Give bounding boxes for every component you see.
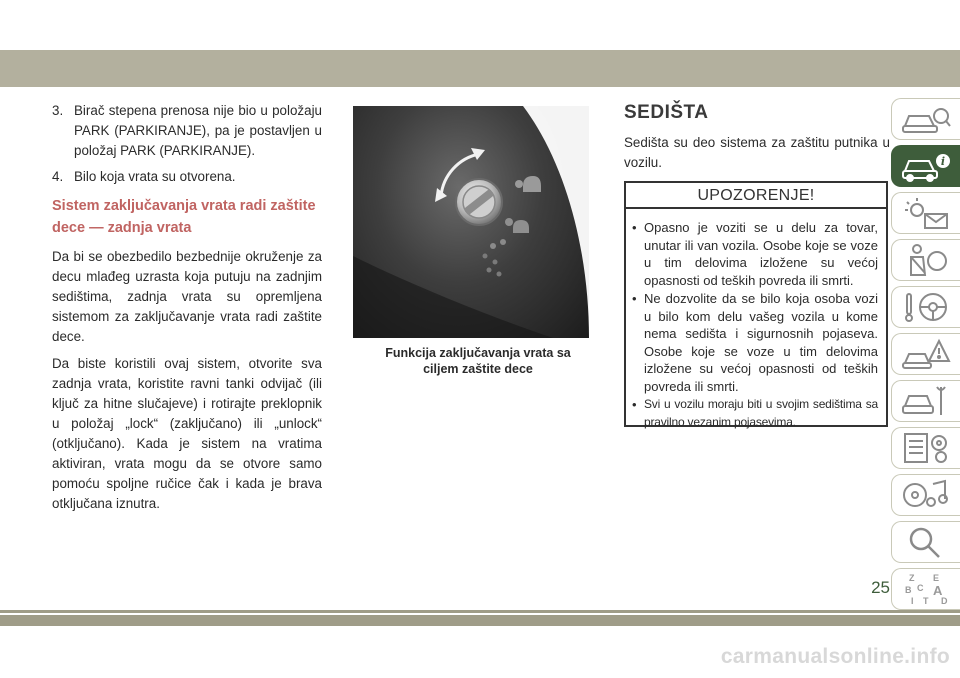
section-title: SEDIŠTA [624, 102, 709, 123]
right-column [624, 101, 890, 173]
tab-search[interactable] [891, 521, 960, 563]
list-item-number: 4. [52, 169, 64, 184]
car-info-icon [901, 149, 951, 183]
paragraph: Da biste koristili ovaj sistem, otvorite sva zadnja vrata, koristite ravni tanki odvijač (ili ključ za hitne slučajeve) i rotirajte preklopnik u položaj „lock“ (zaključano) ili „unlock“ (otključano). Kada je sistem na vratima aktiviran, vrata mogu da se otvore samo pomoću spoljne ručice čak i kada je brava otključana iznutra. [52, 356, 322, 511]
svg-text:D: D [941, 596, 948, 606]
roadside-hazard-icon [901, 337, 951, 371]
svg-text:T: T [923, 596, 929, 606]
tab-car-inspection[interactable] [891, 98, 960, 140]
top-header-band [0, 50, 960, 87]
svg-text:C: C [917, 583, 924, 593]
watermark: carmanualsonline.info [720, 645, 950, 668]
warning-item-text: Opasno je voziti se u delu za tovar, unutar ili van vozila. Osobe koje se voze u tim delovima izložene su većoj opasnosti od teških povreda ili smrti. [644, 220, 878, 288]
warning-item [632, 219, 878, 289]
child-lock-photo [353, 106, 589, 338]
caption-line: ciljem zaštite dece [423, 362, 533, 376]
tab-safety[interactable] [891, 239, 960, 281]
bullet: • [632, 397, 637, 412]
airbag-seatbelt-icon [901, 243, 951, 277]
svg-text:i: i [940, 155, 946, 168]
multimedia-icon [901, 478, 951, 512]
warning-heading: UPOZORENJE! [626, 183, 886, 209]
car-maintenance-icon [901, 384, 951, 418]
section-heading: Sistem zaključavanja vrata radi zaštite dece — zadnja vrata [52, 198, 316, 236]
list-item-number: 3. [52, 103, 64, 118]
svg-text:E: E [933, 573, 940, 583]
caption-line: Funkcija zaključavanja vrata sa [385, 346, 571, 360]
tab-starting-operating[interactable] [891, 286, 960, 328]
svg-text:Z: Z [909, 573, 915, 583]
bullet: • [632, 220, 637, 235]
figure-caption [353, 345, 603, 377]
footer-line [0, 610, 960, 613]
search-index-icon [901, 525, 951, 559]
left-column [52, 101, 322, 521]
warning-list [626, 209, 886, 431]
tab-index[interactable] [891, 568, 960, 610]
warning-item-text: Svi u vozilu moraju biti u svojim sedištima sa pravilno vezanim pojasevima. [644, 397, 878, 429]
specifications-icon [901, 431, 951, 465]
list-item-text: Birač stepena prenosa nije bio u položaju PARK (PARKIRANJE), pa je postavljen u položaj PARK (PARKIRANJE). [74, 103, 322, 158]
tab-emergency[interactable] [891, 333, 960, 375]
tab-car-info[interactable] [891, 145, 960, 187]
tab-servicing[interactable] [891, 380, 960, 422]
svg-text:A: A [933, 583, 943, 598]
list-item-text: Bilo koja vrata su otvorena. [74, 169, 236, 184]
steering-wheel-icon [901, 290, 951, 324]
car-inspection-icon [901, 102, 951, 136]
chapter-tabs [891, 98, 960, 615]
warning-item-text: Ne dozvolite da se bilo koja osoba vozi u bilo kom delu vašeg vozila u kome nema sedišta i sigurnosnih pojaseva. Osobe koje se voze u tim delovima izložene su većoj opasnosti od teških povreda ili smrti. [644, 291, 878, 394]
list-item [52, 101, 322, 161]
warning-box [624, 181, 888, 427]
svg-text:B: B [905, 585, 912, 595]
footer-band [0, 615, 960, 626]
alphabetical-index-icon [901, 571, 951, 607]
intro-paragraph: Sedišta su deo sistema za zaštitu putnika u vozilu. [624, 135, 890, 170]
paragraph: Da bi se obezbedilo bezbednije okruženje za decu mlađeg uzrasta koja putuju na zadnjim sedištima, zadnja vrata su opremljena sistemom za zaključavanje vrata radi zaštite dece. [52, 249, 322, 344]
svg-text:I: I [911, 596, 914, 606]
tab-warning-lights[interactable] [891, 192, 960, 234]
list-item [52, 167, 322, 187]
warning-item [632, 290, 878, 395]
warning-light-message-icon [901, 196, 951, 230]
page-number: 25 [871, 578, 890, 597]
tab-multimedia[interactable] [891, 474, 960, 516]
tab-specifications[interactable] [891, 427, 960, 469]
warning-item [632, 396, 878, 431]
bullet: • [632, 291, 637, 306]
